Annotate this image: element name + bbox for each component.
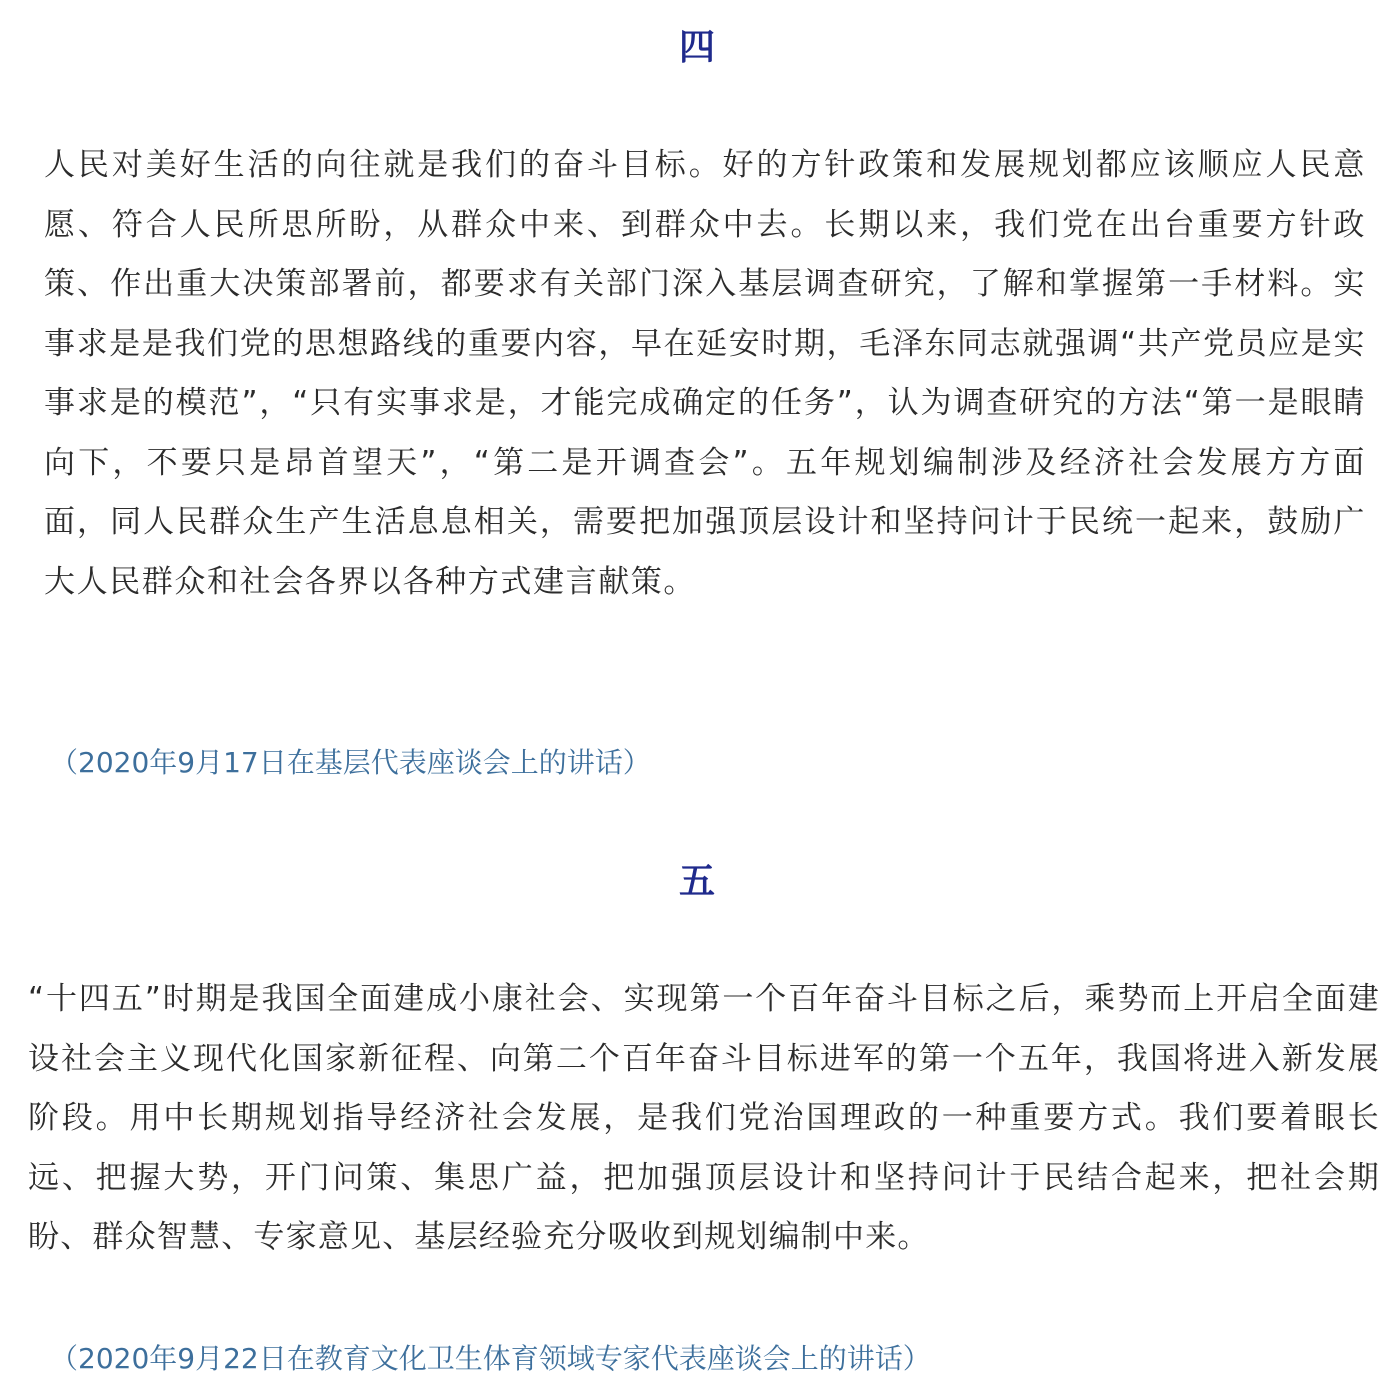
section-five-source: （2020年9月22日在教育文化卫生体育领域专家代表座谈会上的讲话） — [50, 1342, 931, 1375]
section-four-source: （2020年9月17日在基层代表座谈会上的讲话） — [50, 746, 651, 779]
section-heading-four: 四 — [678, 27, 715, 68]
section-four-paragraph: 人民对美好生活的向往就是我们的奋斗目标。好的方针政策和发展规划都应该顺应人民意愿、符合人民所思所盼，从群众中来、到群众中去。长期以来，我们党在出台重要方针政策、作出重大决策部署前，都要求有关部门深入基层调查研究，了解和掌握第一手材料。实事求是是我们党的思想路线的重要内容，早在延安时期，毛泽东同志就强调“共产党员应是实事求是的模范”，“只有实事求是，才能完成确定的任务”，认为调查研究的方法“第一是眼睛向下，不要只是昂首望天”，“第二是开调查会”。五年规划编制涉及经济社会发展方方面面，同人民群众生产生活息息相关，需要把加强顶层设计和坚持问计于民统一起来，鼓励广大人民群众和社会各界以各种方式建言献策。 — [44, 147, 1366, 600]
section-five-paragraph: “十四五”时期是我国全面建成小康社会、实现第一个百年奋斗目标之后，乘势而上开启全面建设社会主义现代化国家新征程、向第二个百年奋斗目标进军的第一个五年，我国将进入新发展阶段。用中长期规划指导经济社会发展，是我们党治国理政的一种重要方式。我们要着眼长远、把握大势，开门问策、集思广益，把加强顶层设计和坚持问计于民结合起来，把社会期盼、群众智慧、专家意见、基层经验充分吸收到规划编制中来。 — [28, 981, 1380, 1255]
section-heading-five: 五 — [678, 861, 715, 902]
